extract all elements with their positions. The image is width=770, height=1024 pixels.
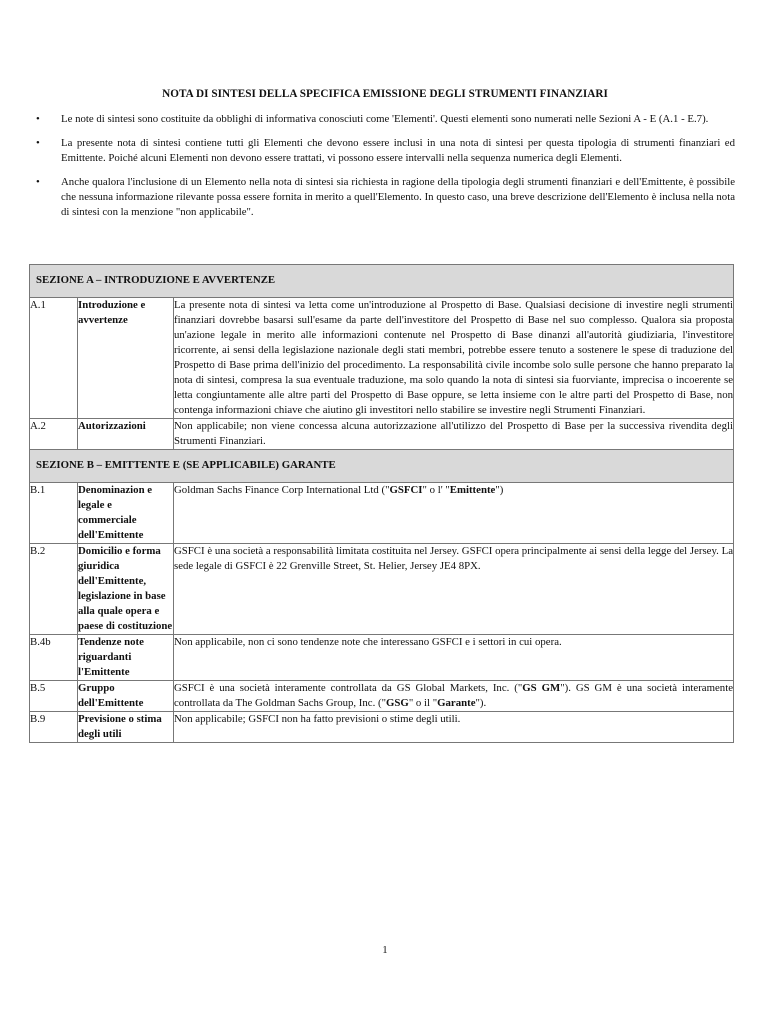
section-a-header: SEZIONE A – INTRODUZIONE E AVVERTENZE bbox=[30, 265, 734, 298]
page-number: 1 bbox=[382, 944, 388, 956]
defined-term: GSG bbox=[386, 697, 409, 709]
table-row bbox=[30, 419, 734, 450]
element-text bbox=[174, 681, 734, 712]
table-row bbox=[30, 681, 734, 712]
defined-term: Garante bbox=[437, 697, 476, 709]
element-id: A.2 bbox=[30, 419, 78, 450]
element-id: B.1 bbox=[30, 483, 78, 544]
bullet-icon: • bbox=[36, 137, 40, 149]
bullet-item bbox=[30, 175, 735, 220]
table-row bbox=[30, 298, 734, 419]
element-text: Non applicabile; GSFCI non ha fatto previsioni o stime degli utili. bbox=[174, 712, 734, 743]
bullet-text: Anche qualora l'inclusione di un Elemento nella nota di sintesi sia richiesta in ragione della tipologia degli strumenti finanziari e dell'Emittente, è possibile che nessuna informazione rilevante possa essere fornita in merito a quell'Elemento. In questo caso, una breve descrizione dell'Elemento è inclusa nella nota di sintesi con la menzione "non applicabile". bbox=[61, 176, 735, 218]
element-id: B.4b bbox=[30, 635, 78, 681]
bullet-item bbox=[30, 112, 735, 127]
element-label: Domicilio e forma giuridica dell'Emittente, legislazione in base alla quale opera e paese di costituzione bbox=[78, 544, 174, 635]
element-id: A.1 bbox=[30, 298, 78, 419]
bullet-icon: • bbox=[36, 113, 40, 125]
element-text: GSFCI è una società a responsabilità limitata costituita nel Jersey. GSFCI opera principalmente ai sensi della legge del Jersey. La sede legale di GSFCI è 22 Grenville Street, St. Helier, Jersey JE4 8PX. bbox=[174, 544, 734, 635]
element-label: Introduzione e avvertenze bbox=[78, 298, 174, 419]
text-fragment: ") bbox=[495, 484, 504, 496]
element-text: La presente nota di sintesi va letta come un'introduzione al Prospetto di Base. Qualsiasi decisione di investire negli strumenti finanziari dovrebbe basarsi sull'esame da parte dell'investitore del Prospetto di Base nel suo complesso. Qualora sia proposta un'azione legale in merito alle informazioni contenute nel Prospetto di Base dinanzi all'autorità giudiziaria, l'investitore ricorrente, ai sensi della legislazione nazionale degli stati membri, potrebbe essere tenuto a sostenere le spese di traduzione del Prospetto di Base prima dell'inizio del procedimento. La responsabilità civile incombe solo sulle persone che hanno preparato la nota di sintesi, compresa la sua eventuale traduzione, ma solo quando la nota di sintesi sia fuorviante, imprecisa o incoerente se letta congiuntamente alle altre parti del Prospetto di Base oppure, se letta insieme con le altre parti del Prospetto di Base, non contenga informazioni chiave che aiutino gli investitori nello stabilire se investire negli Strumenti Finanziari. bbox=[174, 298, 734, 419]
text-fragment: " o l' " bbox=[422, 484, 450, 496]
element-text: Non applicabile; non viene concessa alcuna autorizzazione all'utilizzo del Prospetto di Base per la successiva rivendita degli Strumenti Finanziari. bbox=[174, 419, 734, 450]
table-row bbox=[30, 635, 734, 681]
bullet-item bbox=[30, 136, 735, 166]
element-id: B.5 bbox=[30, 681, 78, 712]
element-label: Previsione o stima degli utili bbox=[78, 712, 174, 743]
bullet-text: La presente nota di sintesi contiene tutti gli Elementi che devono essere inclusi in una nota di sintesi per questa tipologia di strumenti finanziari ed Emittente. Poiché alcuni Elementi non devono essere trattati, vi possono essere intervalli nella sequenza numerica degli Elementi. bbox=[61, 137, 735, 164]
summary-table bbox=[29, 264, 734, 743]
element-label: Gruppo dell'Emittente bbox=[78, 681, 174, 712]
section-b-header: SEZIONE B – EMITTENTE E (SE APPLICABILE) GARANTE bbox=[30, 450, 734, 483]
table-row bbox=[30, 544, 734, 635]
section-header-row bbox=[30, 450, 734, 483]
element-id: B.2 bbox=[30, 544, 78, 635]
bullet-text: Le note di sintesi sono costituite da obblighi di informativa conosciuti come 'Elementi'. Questi elementi sono numerati nelle Sezioni A - E (A.1 - E.7). bbox=[61, 113, 709, 125]
section-header-row bbox=[30, 265, 734, 298]
element-id: B.9 bbox=[30, 712, 78, 743]
table-row bbox=[30, 483, 734, 544]
text-fragment: "). bbox=[475, 697, 487, 709]
intro-bullet-list bbox=[30, 112, 735, 229]
bullet-icon: • bbox=[36, 176, 40, 188]
text-fragment: Goldman Sachs Finance Corp International Ltd (" bbox=[174, 484, 390, 496]
text-fragment: " o il " bbox=[408, 697, 438, 709]
element-label: Tendenze note riguardanti l'Emittente bbox=[78, 635, 174, 681]
element-text: Non applicabile, non ci sono tendenze note che interessano GSFCI e i settori in cui opera. bbox=[174, 635, 734, 681]
element-label: Autorizzazioni bbox=[78, 419, 174, 450]
document-title: NOTA DI SINTESI DELLA SPECIFICA EMISSIONE DEGLI STRUMENTI FINANZIARI bbox=[162, 88, 608, 100]
element-text bbox=[174, 483, 734, 544]
text-fragment: "). GS GM è una società interamente controllata da The Goldman Sachs Group, Inc. (" bbox=[174, 682, 733, 709]
defined-term: GS GM bbox=[522, 682, 561, 694]
table-row bbox=[30, 712, 734, 743]
defined-term: Emittente bbox=[449, 484, 496, 496]
text-fragment: GSFCI è una società interamente controllata da GS Global Markets, Inc. (" bbox=[174, 682, 523, 694]
defined-term: GSFCI bbox=[389, 484, 423, 496]
element-label: Denominazion e legale e commerciale dell'Emittente bbox=[78, 483, 174, 544]
